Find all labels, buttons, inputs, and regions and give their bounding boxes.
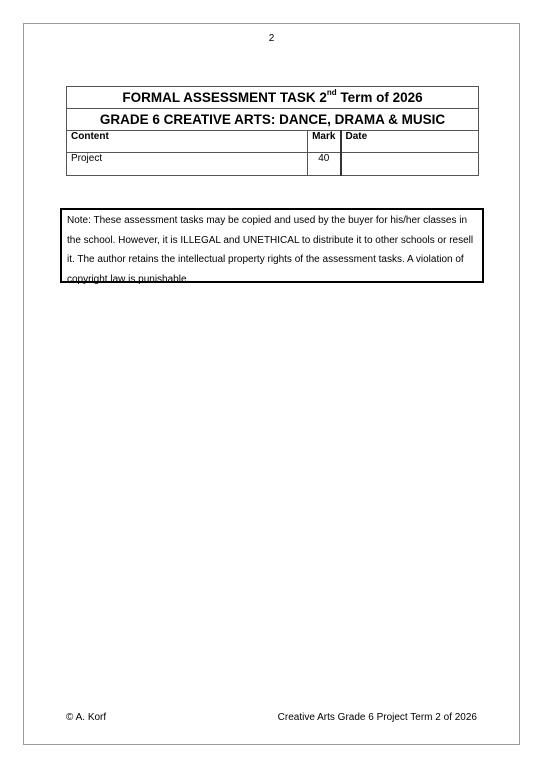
table-subtitle: GRADE 6 CREATIVE ARTS: DANCE, DRAMA & MUSIC xyxy=(67,109,479,131)
table-subtitle-row xyxy=(67,109,479,131)
footer-author: © A. Korf xyxy=(66,712,107,723)
page-number: 2 xyxy=(268,33,275,44)
footer-title: Creative Arts Grade 6 Project Term 2 of 2026 xyxy=(277,712,477,723)
title-tail: Term of 2026 xyxy=(336,90,423,105)
title-main: FORMAL ASSESSMENT TASK 2 xyxy=(122,90,327,105)
row-mark: 40 xyxy=(308,153,341,176)
table-title-row xyxy=(67,87,479,109)
table-header-row xyxy=(67,131,479,153)
row-content: Project xyxy=(67,153,308,176)
table-title xyxy=(67,87,479,109)
table-row xyxy=(67,153,479,176)
title-superscript: nd xyxy=(326,88,337,97)
copyright-note: Note: These assessment tasks may be copied and used by the buyer for his/her classes in the school. However, it is ILLEGAL and UNETHICAL to distribute it to other schools or resell it. The author retains the intellectual property rights of the assessment tasks. A violation of copyright law is punishable. xyxy=(60,208,484,283)
header-mark: Mark xyxy=(308,131,341,153)
header-date: Date xyxy=(341,131,479,153)
assessment-table xyxy=(66,86,479,176)
header-content: Content xyxy=(67,131,308,153)
row-date xyxy=(341,153,479,176)
